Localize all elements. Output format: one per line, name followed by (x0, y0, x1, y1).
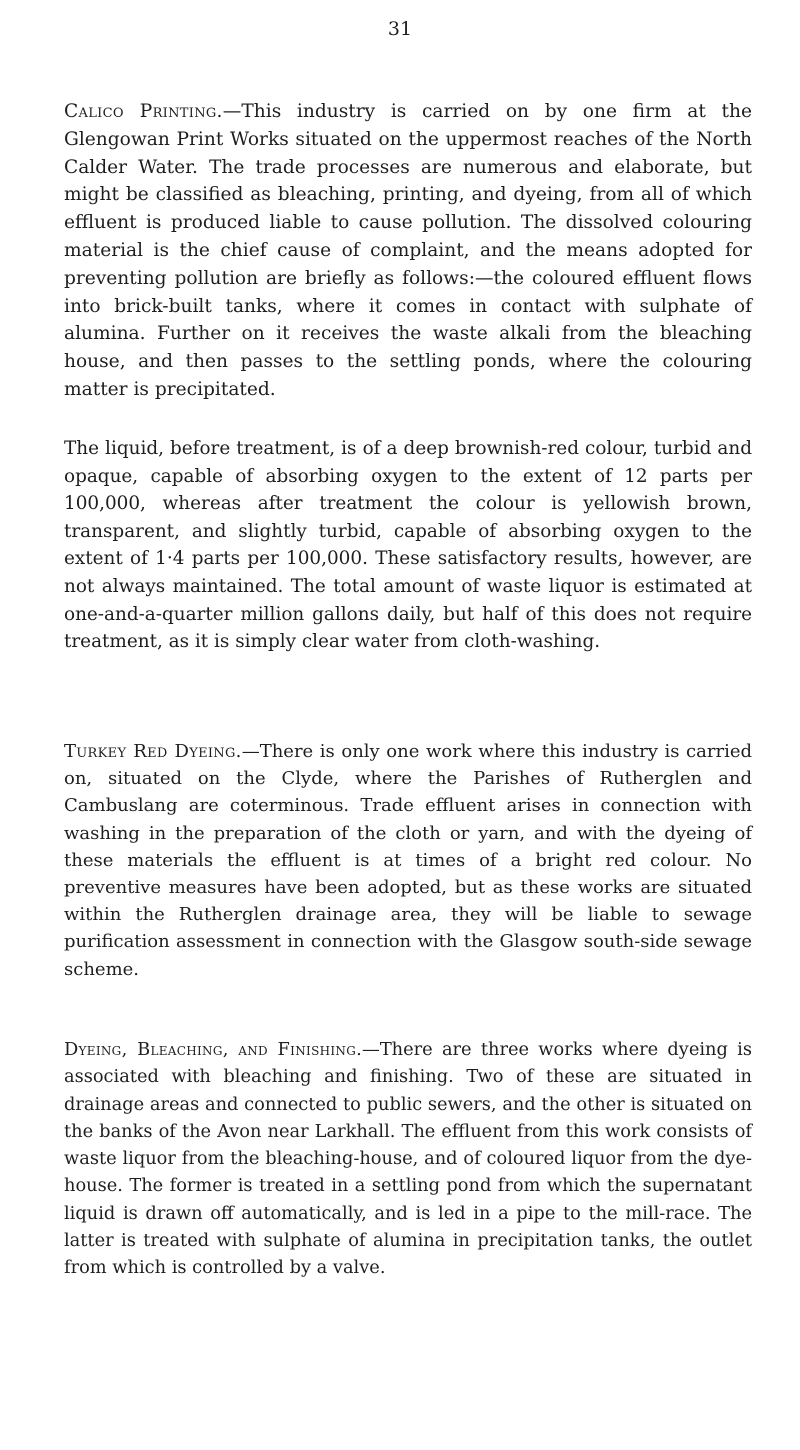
section-body-dyeing-bleaching-finishing: —There are three works where dyeing is associated with bleaching and finishing. Two of these are situated in drainage areas and connected to public sewers, and the other is situated on the banks of the Avon near Larkhall. The effluent from this work consists of waste liquor from the bleaching-house, and of coloured liquor from the dye-house. The former is treated in a settling pond from which the supernatant liquid is drawn off automatically, and is led in a pipe to the mill-race. The latter is treated with sulphate of alumina in precipitation tanks, the outlet from which is controlled by a valve. (64, 1039, 752, 1279)
page-number: 31 (387, 18, 413, 40)
paragraph-turkey-red-dyeing (64, 738, 752, 983)
section-body-turkey-red-dyeing: —There is only one work where this industry is carried on, situated on the Clyde, where the Parishes of Rutherglen and Cambuslang are coterminous. Trade effluent arises in connection with washing in the preparation of the cloth or yarn, and with the dyeing of these materials the effluent is at times of a bright red colour. No preventive measures have been adopted, but as these works are situated within the Rutherglen drainage area, they will be liable to sewage purification assessment in connection with the Glasgow south-side sewage scheme. (64, 741, 752, 980)
section-heading-dyeing-bleaching-finishing: Dyeing, Bleaching, and Finishing. (64, 1039, 363, 1060)
section-heading-turkey-red-dyeing: Turkey Red Dyeing. (64, 741, 242, 762)
section-body-calico-printing: —This industry is carried on by one firm at the Glengowan Print Works situated on the uppermost reaches of the North Calder Water. The trade processes are numerous and elaborate, but might be classified as bleaching, printing, and dyeing, from all of which effluent is produced liable to cause pollution. The dissolved colouring material is the chief cause of complaint, and the means adopted for preventing pollution are briefly as follows:—the coloured effluent flows into brick-built tanks, where it comes in contact with sulphate of alumina. Further on it receives the waste alkali from the bleaching house, and then passes to the settling ponds, where the colouring matter is precipitated. (64, 101, 752, 400)
paragraph-liquid-treatment (64, 435, 752, 656)
section-heading-calico-printing: Calico Printing. (64, 101, 223, 122)
section-body-liquid-treatment: The liquid, before treatment, is of a deep brownish-red colour, turbid and opaque, capable of absorbing oxygen to the extent of 12 parts per 100,000, whereas after treatment the colour is yellowish brown, transparent, and slightly turbid, capable of absorbing oxygen to the extent of 1·4 parts per 100,000. These satisfactory results, however, are not always maintained. The total amount of waste liquor is estimated at one-and-a-quarter million gallons daily, but half of this does not require treatment, as it is simply clear water from cloth-washing. (64, 438, 752, 653)
paragraph-calico-printing (64, 98, 752, 404)
paragraph-dyeing-bleaching-finishing (64, 1036, 752, 1282)
